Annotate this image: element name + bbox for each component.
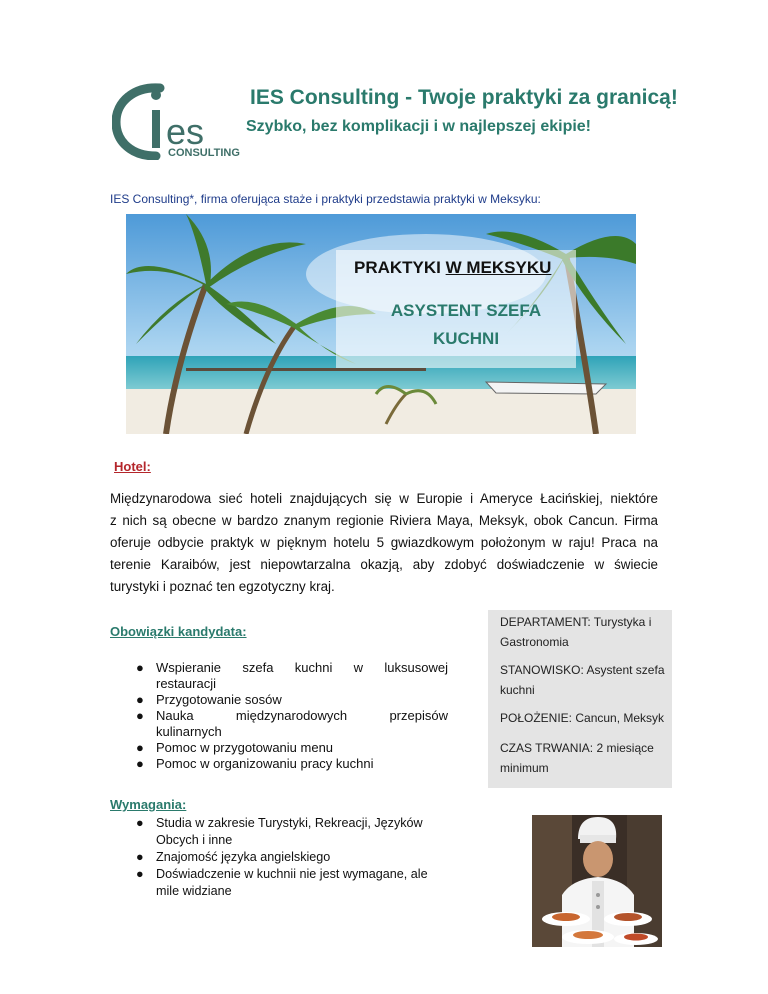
hotel-description: [110, 488, 658, 598]
word: Wspieranie: [156, 660, 222, 675]
hotel-line: Międzynarodowa sieć hoteli znajdujących się w Europie i Ameryce Łacińskiej, niektóre: [110, 491, 658, 506]
list-item-text: Doświadczenie w kuchnii nie jest wymagane, ale: [156, 867, 428, 881]
word: Nauka: [156, 708, 194, 723]
banner-title: [354, 258, 551, 278]
list-item-continuation: kulinarnych: [156, 724, 222, 739]
page-title: IES Consulting - Twoje praktyki za granicą!: [250, 86, 678, 109]
word: luksusowej: [384, 660, 448, 675]
bullet-icon: ●: [136, 867, 144, 881]
requirements-list: [136, 815, 456, 901]
list-item: [136, 692, 282, 708]
list-item-text: Przygotowanie sosów: [156, 692, 282, 707]
bullet-icon: ●: [136, 816, 144, 830]
justified-line: [156, 660, 448, 676]
intro-text: IES Consulting*, firma oferująca staże i praktyki przedstawia praktyki w Meksyku:: [110, 192, 541, 206]
beach-banner: [126, 214, 636, 434]
duties-heading: Obowiązki kandydata:: [110, 624, 247, 639]
hotel-line: oferuje odbycie praktyk w pięknym hotelu 5 gwiazdkowym położonym w raju! Praca na: [110, 535, 658, 550]
hotel-line: z nich są obecne w bardzo znanym regionie Riviera Maya, Meksyk, obok Cancun. Firma: [110, 513, 658, 528]
location-detail: POŁOŻENIE: Cancun, Meksyk: [500, 711, 665, 725]
job-details-box: [488, 610, 672, 788]
list-item-text: Studia w zakresie Turystyki, Rekreacji, Języków: [156, 816, 423, 830]
list-item: [136, 740, 334, 756]
hotel-line: terenie Karaibów, jest niepowtarzalna okazją, aby zdobyć doświadczenie w świecie: [110, 557, 658, 572]
page-subtitle: Szybko, bez komplikacji i w najlepszej ekipie!: [246, 118, 592, 135]
ies-logo: [112, 80, 247, 160]
position-detail: STANOWISKO: Asystent szefa kuchni: [500, 663, 665, 697]
bullet-icon: ●: [136, 660, 144, 675]
banner-title-prefix: PRAKTYKI: [354, 258, 446, 277]
word: w: [353, 660, 364, 675]
svg-text:es: es: [166, 111, 205, 152]
bullet-icon: ●: [136, 692, 144, 707]
list-item-text: Znajomość języka angielskiego: [156, 850, 331, 864]
list-item: [136, 708, 448, 724]
bullet-icon: ●: [136, 740, 144, 755]
hotel-heading: Hotel:: [114, 459, 151, 474]
list-item-continuation: Obcych i inne: [156, 833, 233, 847]
list-item: [136, 815, 423, 832]
chef-photo: [532, 815, 662, 947]
banner-subtitle-line-1: ASYSTENT SZEFA: [390, 301, 542, 320]
bullet-icon: ●: [136, 850, 144, 864]
justified-line: [156, 708, 448, 724]
list-item: [136, 756, 374, 772]
banner-subtitle-line-2: KUCHNI: [432, 329, 500, 348]
duties-list: [136, 660, 456, 771]
duration-detail: CZAS TRWANIA: 2 miesiące minimum: [500, 741, 654, 775]
bullet-icon: ●: [136, 708, 144, 723]
hotel-line: turystyki i poznać ten egzotyczny kraj.: [110, 579, 335, 594]
bullet-icon: ●: [136, 756, 144, 771]
word: międzynarodowych: [235, 708, 348, 723]
banner-title-underlined: W MEKSYKU: [445, 258, 552, 277]
list-item-text: Pomoc w przygotowaniu menu: [156, 740, 334, 755]
ies-logo-graphic: [112, 80, 247, 160]
word: szefa: [242, 660, 274, 675]
word: przepisów: [389, 708, 448, 723]
list-item-continuation: restauracji: [156, 676, 216, 691]
list-item-text: Pomoc w organizowaniu pracy kuchni: [156, 756, 374, 771]
list-item: [136, 660, 448, 676]
list-item: [136, 866, 428, 883]
requirements-heading: Wymagania:: [110, 797, 187, 812]
word: kuchni: [294, 660, 333, 675]
svg-text:CONSULTING: CONSULTING: [168, 147, 240, 159]
list-item: [136, 849, 331, 866]
list-item-continuation: mile widziane: [156, 884, 232, 898]
department-detail: DEPARTAMENT: Turystyka i Gastronomia: [500, 615, 652, 649]
chef-illustration: [532, 815, 662, 947]
